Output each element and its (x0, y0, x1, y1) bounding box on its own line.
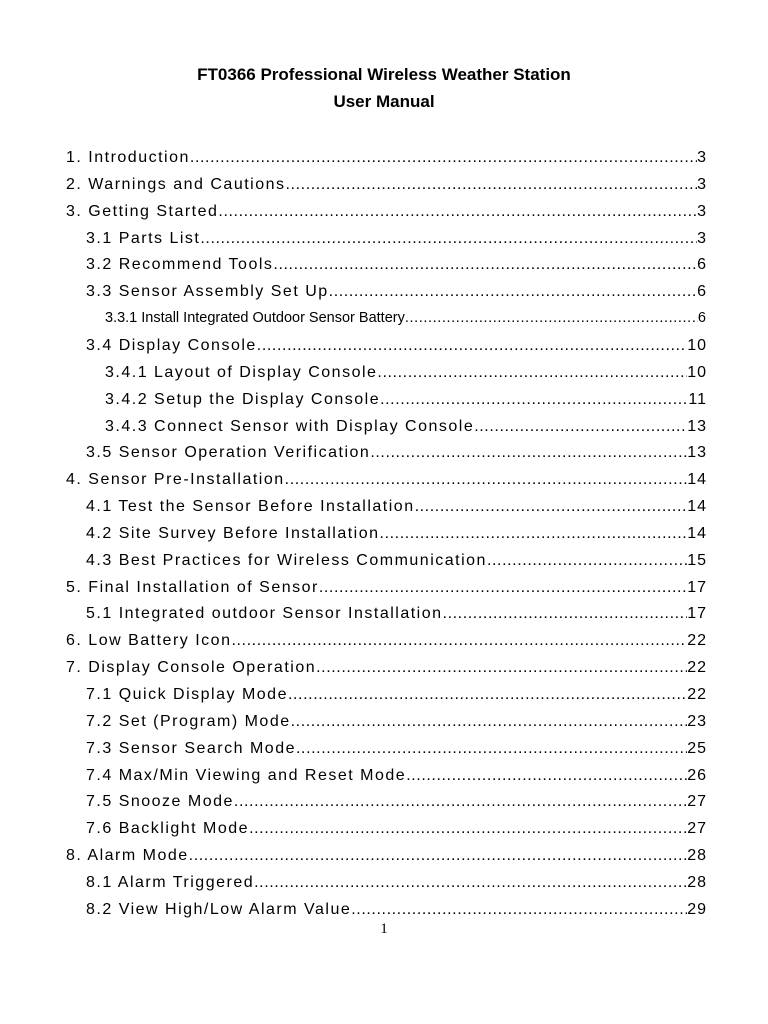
toc-leader-dots (218, 198, 697, 225)
toc-entry-label: 3.1 Parts List (86, 229, 201, 247)
toc-entry-page: 10 (687, 363, 707, 381)
toc-entry-label: 3.4.2 Setup the Display Console (105, 390, 381, 408)
toc-entry[interactable] (105, 359, 707, 386)
toc-leader-dots (406, 762, 687, 789)
toc-entry-label: 3.2 Recommend Tools (86, 256, 274, 274)
toc-entry-label: 7.2 Set (Program) Mode (86, 712, 291, 730)
toc-leader-dots (329, 278, 697, 305)
toc-entry-label: 7. Display Console Operation (66, 659, 317, 677)
toc-entry-page: 27 (687, 820, 707, 838)
toc-entry[interactable] (86, 815, 707, 842)
toc-entry[interactable] (66, 144, 707, 171)
toc-entry-label: 4.1 Test the Sensor Before Installation (86, 498, 415, 516)
toc-leader-dots (257, 332, 687, 359)
toc-entry-label: 6. Low Battery Icon (66, 632, 232, 650)
toc-entry-label: 5. Final Installation of Sensor (66, 578, 319, 596)
toc-leader-dots (487, 547, 687, 574)
toc-leader-dots (254, 869, 687, 896)
toc-entry[interactable] (86, 493, 707, 520)
toc-leader-dots (380, 520, 688, 547)
toc-entry-label: 5.1 Integrated outdoor Sensor Installation (86, 605, 443, 623)
toc-leader-dots (288, 681, 687, 708)
toc-entry[interactable] (66, 627, 707, 654)
toc-entry[interactable] (86, 251, 707, 278)
toc-entry[interactable] (66, 574, 707, 601)
page-number: 1 (380, 921, 388, 937)
toc-entry-page: 13 (687, 444, 707, 462)
toc-entry[interactable] (105, 413, 707, 440)
toc-leader-dots (377, 359, 687, 386)
toc-entry-page: 17 (687, 578, 707, 596)
toc-entry[interactable] (105, 386, 707, 413)
toc-entry-page: 14 (687, 524, 707, 542)
toc-entry-page: 13 (687, 417, 707, 435)
toc-entry-label: 2. Warnings and Cautions (66, 175, 286, 193)
toc-entry-label: 7.1 Quick Display Mode (86, 686, 288, 703)
toc-leader-dots (285, 466, 688, 493)
toc-entry[interactable] (86, 735, 707, 762)
toc-entry-page: 29 (687, 900, 707, 918)
toc-entry-label: 7.6 Backlight Mode (86, 820, 250, 838)
toc-leader-dots (291, 708, 688, 735)
toc-entry[interactable] (66, 842, 707, 869)
toc-entry-page: 25 (687, 739, 707, 757)
toc-entry-page: 3 (697, 202, 707, 220)
toc-leader-dots (319, 574, 687, 601)
toc-entry[interactable] (66, 654, 707, 681)
toc-entry-page: 6 (697, 283, 707, 301)
toc-entry[interactable] (66, 466, 707, 493)
toc-entry-label: 3.4.3 Connect Sensor with Display Console (105, 417, 475, 435)
toc-entry-page: 10 (687, 336, 707, 354)
toc-entry[interactable] (66, 171, 707, 198)
toc-leader-dots (189, 842, 688, 869)
toc-entry[interactable] (86, 788, 707, 815)
toc-entry-page: 14 (687, 498, 707, 516)
toc-entry-page: 23 (687, 712, 707, 730)
toc-entry-label: 7.3 Sensor Search Mode (86, 739, 296, 757)
toc-entry[interactable] (86, 225, 707, 252)
toc-entry-page: 3 (697, 149, 707, 166)
toc-entry-label: 8.1 Alarm Triggered (86, 873, 255, 891)
toc-entry-page: 22 (687, 659, 707, 677)
toc-entry[interactable] (86, 332, 707, 359)
toc-entry-label: 3. Getting Started (66, 202, 219, 220)
toc-leader-dots (351, 896, 687, 923)
toc-entry-page: 28 (687, 873, 707, 891)
toc-leader-dots (273, 251, 697, 278)
toc-leader-dots (234, 788, 687, 815)
toc-leader-dots (370, 439, 687, 466)
toc-leader-dots (443, 600, 688, 627)
toc-entry[interactable] (105, 305, 707, 332)
toc-entry-page: 11 (688, 390, 707, 408)
toc-entry-label: 3.3 Sensor Assembly Set Up (86, 283, 329, 301)
toc-leader-dots (190, 144, 697, 171)
toc-leader-dots (231, 627, 687, 654)
toc-entry-page: 6 (697, 310, 707, 327)
toc-entry-label: 4.2 Site Survey Before Installation (86, 524, 380, 542)
toc-entry-page: 26 (687, 766, 707, 784)
toc-entry-label: 1. Introduction (66, 149, 190, 166)
toc-entry[interactable] (86, 439, 707, 466)
toc-leader-dots (249, 815, 687, 842)
toc-leader-dots (286, 171, 698, 198)
toc-entry-label: 3.4.1 Layout of Display Console (105, 363, 378, 381)
toc-entry[interactable] (86, 600, 707, 627)
toc-entry-page: 17 (687, 605, 707, 623)
toc-leader-dots (405, 305, 698, 332)
toc-entry-page: 15 (687, 551, 707, 569)
toc-leader-dots (380, 386, 688, 413)
toc-leader-dots (200, 225, 697, 252)
toc-leader-dots (474, 413, 687, 440)
toc-entry-page: 3 (697, 229, 707, 247)
toc-leader-dots (296, 735, 687, 762)
toc-entry[interactable] (86, 708, 707, 735)
toc-leader-dots (415, 493, 688, 520)
document-title: FT0366 Professional Wireless Weather Station (197, 65, 571, 84)
toc-entry-label: 8. Alarm Mode (66, 847, 189, 865)
toc-entry-page: 27 (687, 793, 707, 811)
toc-entry[interactable] (86, 278, 707, 305)
toc-entry[interactable] (86, 869, 707, 896)
toc-entry-label: 3.5 Sensor Operation Verification (86, 444, 371, 462)
toc-entry[interactable] (86, 520, 707, 547)
toc-leader-dots (316, 654, 687, 681)
toc-entry[interactable] (66, 198, 707, 225)
toc-entry-label: 4.3 Best Practices for Wireless Communication (86, 551, 487, 569)
toc-entry-label: 7.5 Snooze Mode (86, 793, 234, 811)
toc-entry-page: 22 (687, 632, 707, 650)
toc-entry[interactable] (86, 547, 707, 574)
toc-entry-label: 8.2 View High/Low Alarm Value (86, 900, 352, 918)
toc-entry-page: 22 (687, 686, 707, 703)
toc-entry-label: 3.3.1 Install Integrated Outdoor Sensor Battery (105, 310, 405, 327)
toc-entry-page: 3 (697, 175, 707, 193)
toc-entry-page: 6 (697, 256, 707, 274)
toc-entry-label: 3.4 Display Console (86, 336, 257, 354)
toc-entry[interactable] (86, 681, 707, 708)
toc-entry-label: 7.4 Max/Min Viewing and Reset Mode (86, 766, 407, 784)
toc-entry[interactable] (86, 896, 707, 923)
toc-entry[interactable] (86, 762, 707, 789)
toc-entry-page: 28 (687, 847, 707, 865)
toc-entry-page: 14 (687, 471, 707, 489)
document-subtitle: User Manual (333, 92, 435, 111)
toc-entry-label: 4. Sensor Pre-Installation (66, 471, 285, 489)
